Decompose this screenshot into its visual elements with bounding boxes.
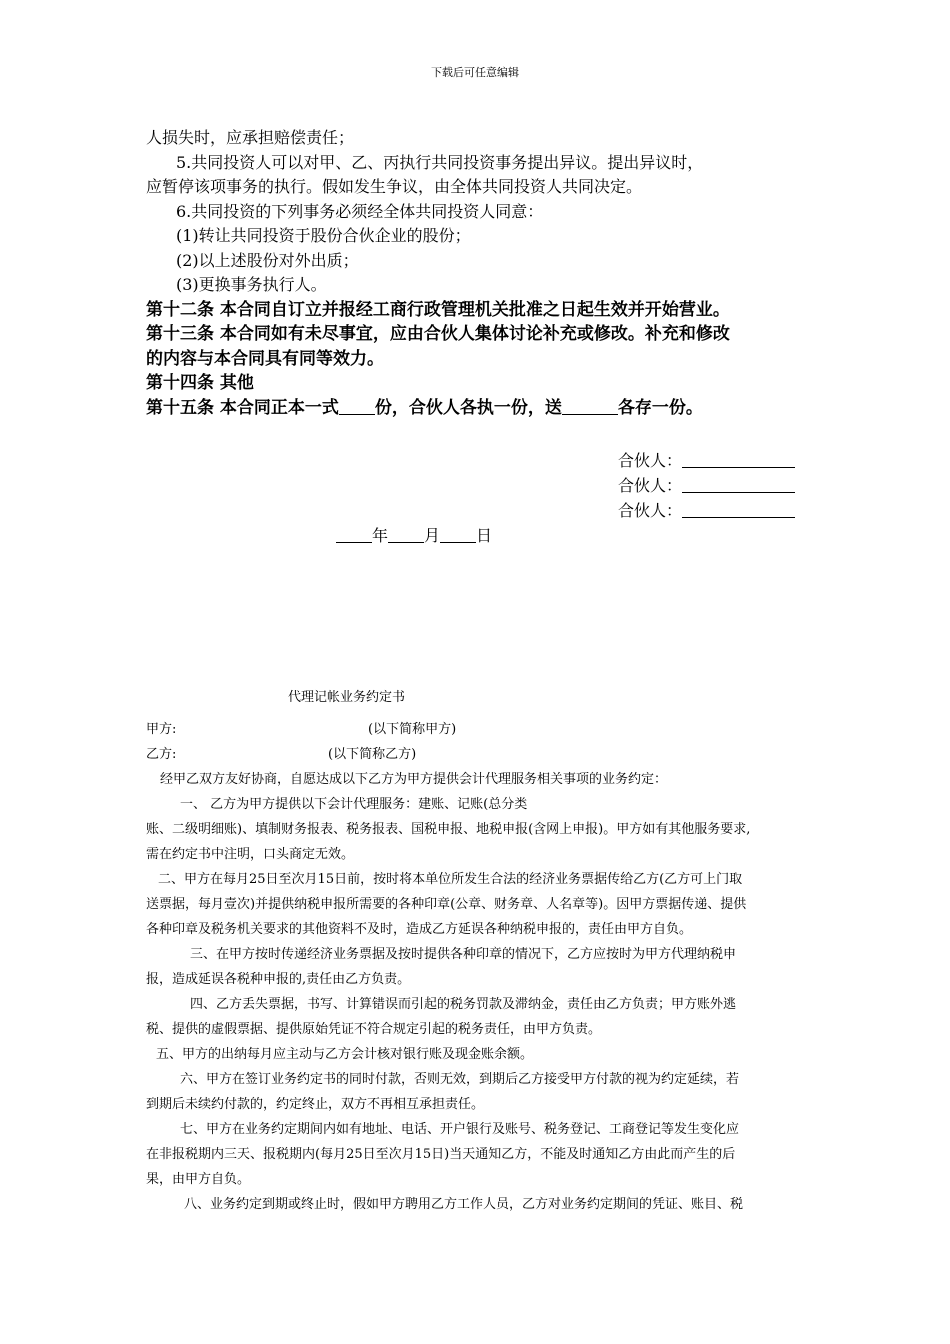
date-line (336, 526, 492, 546)
party-b-note: (以下简称乙方) (328, 747, 417, 762)
agreement-line: 到期后未续约付款的，约定终止，双方不再相互承担责任。 (146, 1097, 485, 1112)
month-blank (388, 526, 424, 543)
agreement-line: 账、二级明细账)、填制财务报表、税务报表、国税申报、地税申报(含网上申报)。甲方如有其他服务要求, (146, 822, 751, 837)
clause-15-part-b: 份，合伙人各执一份，送 (374, 397, 562, 418)
signature-blank (682, 501, 795, 518)
year-blank (336, 526, 372, 543)
paragraph-line: (2)以上述股份对外出质； (176, 250, 359, 270)
signature-label: 合伙人： (618, 476, 683, 495)
recipient-blank (562, 398, 618, 415)
paragraph-line: (3)更换事务执行人。 (176, 275, 327, 294)
paragraph-line: 应暂停该项事务的执行。假如发生争议，由全体共同投资人共同决定。 (146, 177, 643, 196)
day-blank (440, 526, 476, 543)
agreement-line: 六、甲方在签订业务约定书的同时付款，否则无效，到期后乙方接受甲方付款的视为约定延续，若 (180, 1072, 740, 1087)
party-a-label: 甲方: (146, 722, 177, 737)
agreement-line: 报，造成延误各税种申报的,责任由乙方负责。 (146, 972, 411, 987)
contract-section (146, 126, 816, 420)
copies-blank (339, 398, 375, 415)
paragraph-line: (1)转让共同投资于股份合伙企业的股份； (176, 226, 471, 245)
agreement-line: 二、甲方在每月25日至次月15日前，按时将本单位所发生合法的经济业务票据传给乙方(乙方可上门取 (158, 872, 743, 887)
clause-15-part-a: 第十五条 本合同正本一式 (146, 397, 339, 418)
agreement-line: 税、提供的虚假票据、提供原始凭证不符合规定引起的税务责任，由甲方负责。 (146, 1022, 602, 1037)
agreement-line: 五、甲方的出纳每月应主动与乙方会计核对银行账及现金账余额。 (156, 1047, 534, 1062)
clause-13-continued: 的内容与本合同具有同等效力。 (146, 348, 384, 369)
party-a-note: (以下简称甲方) (368, 722, 457, 737)
signature-line (618, 451, 795, 471)
clause-15-part-c: 各存一份。 (617, 397, 703, 418)
paragraph-line: 6.共同投资的下列事务必须经全体共同投资人同意： (176, 201, 544, 221)
page-header: 下载后可任意编辑 (431, 66, 519, 79)
signature-blank (682, 451, 795, 468)
agreement-line: 送票据，每月壹次)并提供纳税申报所需要的各种印章(公章、财务章、人名章等)。因甲方票据传递、提供 (146, 897, 747, 912)
agreement-line: 经甲乙双方友好协商，自愿达成以下乙方为甲方提供会计代理服务相关事项的业务约定： (160, 772, 668, 787)
paragraph-line: 5.共同投资人可以对甲、乙、丙执行共同投资事务提出异议。提出异议时， (176, 152, 704, 172)
signature-label: 合伙人： (618, 451, 683, 470)
clause-12: 第十二条 本合同自订立并报经工商行政管理机关批准之日起生效并开始营业。 (146, 299, 730, 320)
clause-13: 第十三条 本合同如有未尽事宜，应由合伙人集体讨论补充或修改。补充和修改 (146, 324, 730, 344)
signature-line (618, 476, 795, 496)
agreement-line: 在非报税期内三天、报税期内(每月25日至次月15日)当天通知乙方，不能及时通知乙方由此而产生的后 (146, 1147, 736, 1162)
agreement-line: 四、乙方丢失票据，书写、计算错误而引起的税务罚款及滞纳金，责任由乙方负责；甲方账外逃 (190, 997, 737, 1012)
party-b-label: 乙方: (146, 747, 177, 762)
agreement-line: 各种印章及税务机关要求的其他资料不及时，造成乙方延误各种纳税申报的，责任由甲方自负。 (146, 922, 693, 937)
agreement-title: 代理记帐业务约定书 (288, 690, 406, 705)
clause-15 (146, 396, 816, 421)
agreement-line: 八、业务约定到期或终止时，假如甲方聘用乙方工作人员，乙方对业务约定期间的凭证、账目、税 (184, 1197, 744, 1212)
paragraph-line: 人损失时，应承担赔偿责任； (146, 128, 355, 147)
signature-blank (682, 476, 795, 493)
signature-label: 合伙人： (618, 501, 683, 520)
month-label: 月 (424, 526, 441, 545)
agreement-line: 果，由甲方自负。 (146, 1172, 251, 1187)
agreement-line: 需在约定书中注明，口头商定无效。 (146, 847, 355, 862)
agreement-line: 七、甲方在业务约定期间内如有地址、电话、开户银行及账号、税务登记、工商登记等发生变化应 (180, 1122, 740, 1137)
agreement-line: 三、在甲方按时传递经济业务票据及按时提供各种印章的情况下，乙方应按时为甲方代理纳税申 (190, 947, 737, 962)
day-label: 日 (476, 526, 493, 545)
clause-14: 第十四条 其他 (146, 373, 254, 393)
year-label: 年 (372, 526, 389, 545)
signature-line (618, 501, 795, 521)
agreement-line: 一、 乙方为甲方提供以下会计代理服务：建账、记账(总分类 (180, 797, 528, 812)
